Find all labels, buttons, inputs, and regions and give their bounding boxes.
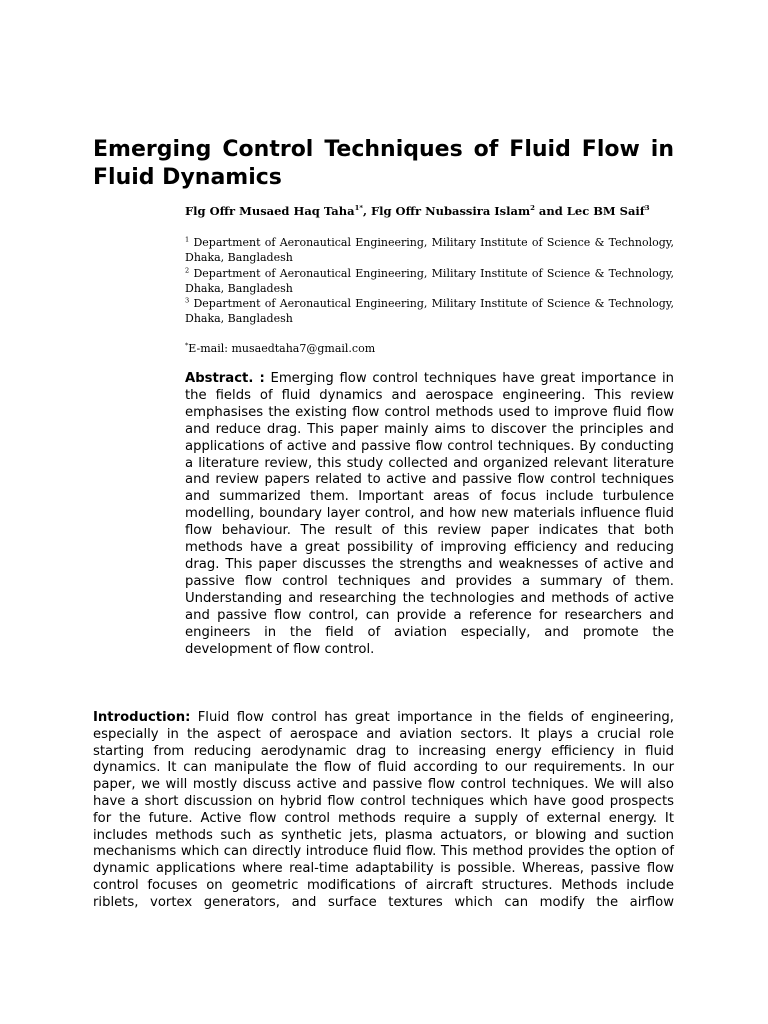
introduction-paragraph	[93, 710, 674, 912]
affiliation-number: 2	[185, 265, 190, 274]
affiliation-number: 1	[185, 235, 190, 244]
corresponding-email	[185, 341, 674, 356]
affiliation-item	[185, 235, 674, 266]
author-affiliation-mark: 3	[644, 204, 650, 213]
affiliation-text: Department of Aeronautical Engineering, Military Institute of Science & Technology, Dhaka, Bangladesh	[185, 236, 675, 265]
affiliation-text: Department of Aeronautical Engineering, Military Institute of Science & Technology, Dhaka, Bangladesh	[185, 266, 675, 295]
abstract-text: Emerging flow control techniques have great importance in the fields of fluid dynamics and aerospace engineering. This review emphasises the existing flow control methods used to improve fluid flow and reduce drag. This paper mainly aims to discover the principles and applications of active and passive flow control techniques. By conducting a literature review, this study collected and organized relevant literature and review papers related to active and passive flow control techniques and summarized them. Important areas of focus include turbulence modelling, boundary layer control, and how new materials influence fluid flow behaviour. The result of this review paper indicates that both methods have a great possibility of improving efficiency and reducing drag. This paper discusses the strengths and weaknesses of active and passive flow control techniques and provides a summary of them. Understanding and researching the technologies and methods of active and passive flow control, can provide a reference for researchers and engineers in the field of aviation especially, and promote the development of flow control.	[185, 371, 674, 657]
author-affiliation-mark: 1*	[354, 204, 363, 213]
affiliation-list	[185, 235, 674, 327]
author-name: Flg Offr Nubassira Islam	[370, 204, 531, 218]
affiliation-item	[185, 266, 674, 297]
author-name: Lec BM Saif	[566, 204, 645, 218]
abstract-label: Abstract. :	[185, 371, 265, 386]
author-line	[185, 203, 674, 219]
author-name: Flg Offr Musaed Haq Taha	[185, 204, 355, 218]
author-separator: ,	[362, 204, 371, 218]
affiliation-number: 3	[185, 296, 190, 305]
paper-title: Emerging Control Techniques of Fluid Flow in Fluid Dynamics	[93, 137, 674, 190]
abstract-paragraph	[185, 371, 674, 658]
author-affiliation-mark: 2	[530, 204, 535, 213]
affiliation-text: Department of Aeronautical Engineering, Military Institute of Science & Technology, Dhaka, Bangladesh	[185, 297, 675, 326]
introduction-text: Fluid flow control has great importance in the fields of engineering, especially in the aspect of aerospace and aviation sectors. It plays a crucial role starting from reducing aerodynamic drag to increasing energy efficiency in fluid dynamics. It can manipulate the flow of fluid according to our requirements. In our paper, we will mostly discuss active and passive flow control techniques. We will also have a short discussion on hybrid flow control techniques which have good prospects for the future. Active flow control methods require a supply of external energy. It includes methods such as synthetic jets, plasma actuators, or blowing and suction mechanisms which can directly introduce fluid flow. This method provides the option of dynamic applications where real-time adaptability is possible. Whereas, passive flow control focuses on geometric modifications of aircraft structures. Methods include riblets, vortex generators, and surface textures which can modify the airflow	[93, 710, 674, 910]
corresponding-mark: *	[185, 341, 189, 350]
affiliation-item	[185, 296, 674, 327]
introduction-label: Introduction:	[93, 710, 191, 725]
email-text: E-mail: musaedtaha7@gmail.com	[188, 342, 376, 355]
author-separator: and	[534, 204, 567, 218]
